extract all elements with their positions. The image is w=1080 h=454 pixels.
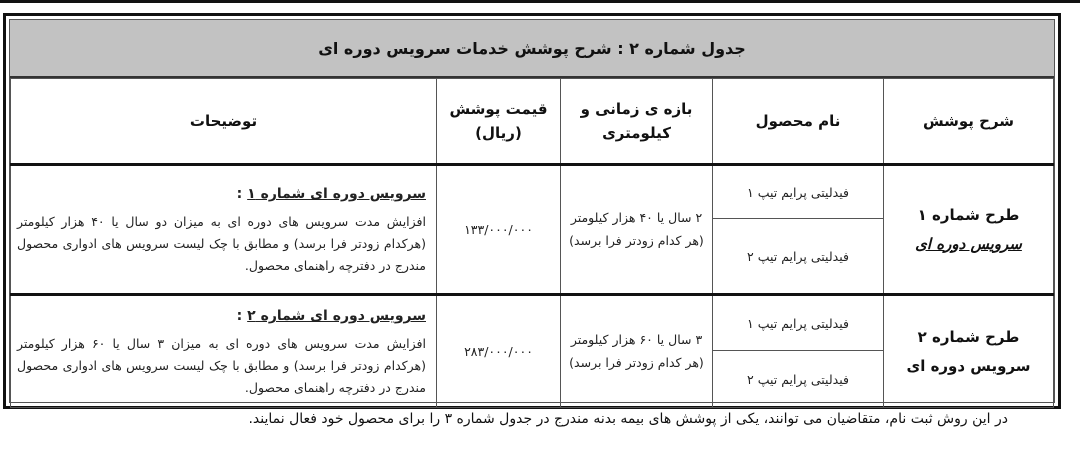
range-line1: ۳ سال یا ۶۰ هزار کیلومتر [570, 332, 703, 347]
range-cell [561, 165, 713, 295]
coverage-line2: سرویس دوره ای [915, 234, 1022, 253]
description-heading-colon: : [236, 186, 248, 203]
coverage-table [10, 78, 1054, 408]
description-heading [17, 182, 426, 207]
table-title: جدول شماره ۲ : شرح پوشش خدمات سرویس دوره ای [10, 20, 1054, 78]
header-price-line2: (ریال) [475, 124, 522, 142]
product-cell: فیدلیتی پرایم تیپ ۱ [713, 165, 884, 219]
range-line2: (هر کدام زودتر فرا برسد) [569, 232, 704, 248]
range-cell [561, 295, 713, 408]
range-line1: ۲ سال یا ۴۰ هزار کیلومتر [570, 210, 703, 225]
header-row [11, 79, 1054, 165]
header-price [437, 79, 561, 165]
header-range [561, 79, 713, 165]
top-edge-line [0, 0, 1080, 3]
description-cell [11, 165, 437, 295]
price-cell: ۱۳۳/۰۰۰/۰۰۰ [437, 165, 561, 295]
footer-note: در این روش ثبت نام، متقاضیان می توانند، یکی از پوشش های بیمه بدنه مندرج در جدول شماره ۳ را برای محصول خود فعال نمایند. [248, 411, 1008, 427]
description-heading-text: سرویس دوره ای شماره ۱ [247, 186, 426, 203]
description-cell [11, 295, 437, 408]
coverage-cell [884, 165, 1054, 295]
description-body: افزایش مدت سرویس های دوره ای به میزان ۳ سال یا ۶۰ هزار کیلومتر (هرکدام زودتر فرا برسد) و مطابق با چک لیست سرویس های ادواری محصول مندرج در دفترچه راهنمای محصول. [17, 335, 426, 395]
table-row-plan-1 [11, 165, 1054, 219]
service-coverage-table-frame [3, 13, 1061, 409]
coverage-line1: طرح شماره ۱ [917, 206, 1020, 224]
product-cell: فیدلیتی پرایم تیپ ۲ [713, 351, 884, 408]
header-product: نام محصول [713, 79, 884, 165]
header-description: توضیحات [11, 79, 437, 165]
header-price-line1: قیمت پوشش [449, 100, 548, 118]
description-body: افزایش مدت سرویس های دوره ای به میزان دو سال یا ۴۰ هزار کیلومتر (هرکدام زودتر فرا برسد) و مطابق با چک لیست سرویس های ادواری محصول مندرج در دفترچه راهنمای محصول. [17, 213, 426, 273]
table-inner-frame [9, 19, 1055, 403]
coverage-line2: سرویس دوره ای [906, 356, 1031, 375]
product-cell: فیدلیتی پرایم تیپ ۱ [713, 295, 884, 351]
table-row-plan-2 [11, 295, 1054, 351]
description-heading [17, 304, 426, 329]
range-line2: (هر کدام زودتر فرا برسد) [569, 354, 704, 370]
description-heading-colon: : [236, 308, 248, 325]
price-cell: ۲۸۳/۰۰۰/۰۰۰ [437, 295, 561, 408]
header-range-line1: بازه ی زمانی و [580, 100, 693, 118]
header-range-line2: کیلومتری [602, 124, 671, 142]
header-coverage: شرح پوشش [884, 79, 1054, 165]
coverage-cell [884, 295, 1054, 408]
coverage-line1: طرح شماره ۲ [917, 328, 1020, 346]
description-heading-text: سرویس دوره ای شماره ۲ [247, 308, 426, 325]
product-cell: فیدلیتی پرایم تیپ ۲ [713, 219, 884, 295]
